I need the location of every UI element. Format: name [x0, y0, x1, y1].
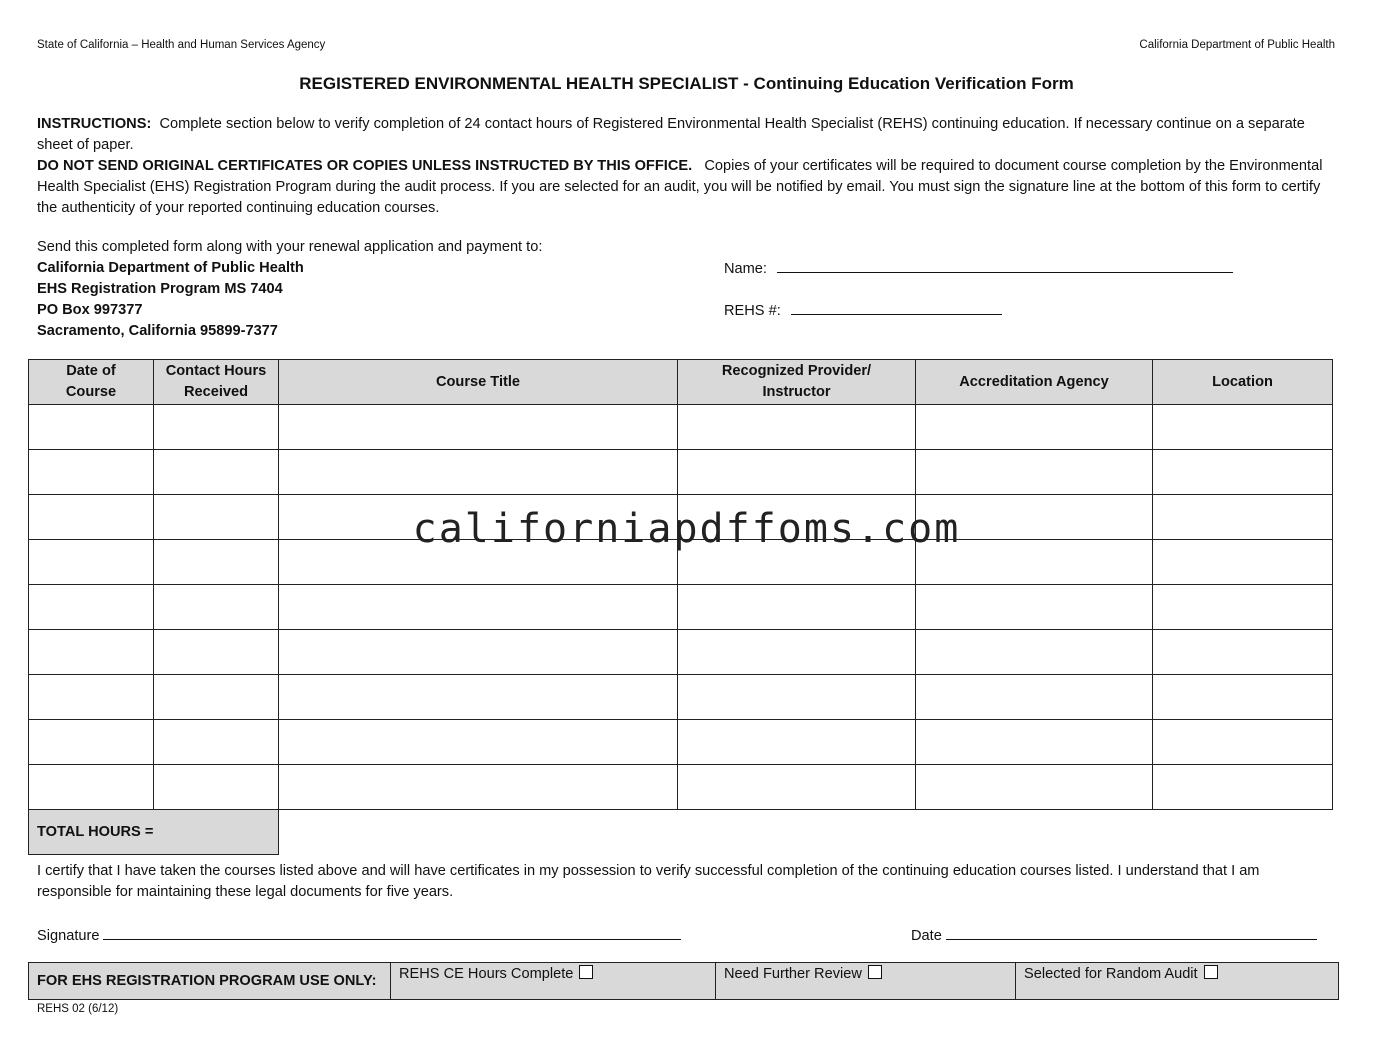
- table-row: [29, 630, 1333, 675]
- title-cell[interactable]: [279, 765, 678, 810]
- watermark-text: californiapdffoms.com: [412, 506, 961, 552]
- random-audit-label: Selected for Random Audit: [1024, 966, 1198, 982]
- rehs-label: REHS #:: [724, 303, 781, 319]
- title-cell[interactable]: [279, 630, 678, 675]
- course-table: [28, 359, 1333, 855]
- instructions-text: Complete section below to verify completion of 24 contact hours of Registered Environmental Health Specialist (REHS) continuing education. If necessary continue on a separate sheet of paper.: [37, 116, 1305, 153]
- agency-cell[interactable]: [916, 450, 1153, 495]
- random-audit-checkbox[interactable]: [1204, 965, 1218, 979]
- date-cell[interactable]: [29, 720, 154, 765]
- ce-hours-complete-option[interactable]: [391, 963, 716, 999]
- mailing-intro: Send this completed form along with your renewal application and payment to:: [37, 239, 543, 255]
- date-cell[interactable]: [29, 585, 154, 630]
- rehs-number-field[interactable]: [724, 300, 1002, 319]
- title-cell[interactable]: [279, 405, 678, 450]
- location-cell[interactable]: [1153, 720, 1333, 765]
- hours-cell[interactable]: [154, 675, 279, 720]
- agency-cell[interactable]: [916, 765, 1153, 810]
- title-cell[interactable]: [279, 585, 678, 630]
- address-line-2: EHS Registration Program MS 7404: [37, 281, 283, 297]
- name-label: Name:: [724, 261, 767, 277]
- agency-cell[interactable]: [916, 630, 1153, 675]
- location-cell[interactable]: [1153, 405, 1333, 450]
- col-location-header: Location: [1153, 360, 1333, 405]
- date-label: Date: [911, 928, 942, 944]
- col-date-header: Date of Course: [29, 360, 154, 405]
- provider-cell[interactable]: [678, 585, 916, 630]
- hours-cell[interactable]: [154, 765, 279, 810]
- total-row: [29, 810, 1333, 855]
- col-hours-header: Contact Hours Received: [154, 360, 279, 405]
- table-row: [29, 405, 1333, 450]
- ce-hours-complete-label: REHS CE Hours Complete: [399, 966, 574, 982]
- location-cell[interactable]: [1153, 630, 1333, 675]
- provider-cell[interactable]: [678, 450, 916, 495]
- address-line-1: California Department of Public Health: [37, 260, 304, 276]
- hours-cell[interactable]: [154, 405, 279, 450]
- instructions-label: INSTRUCTIONS:: [37, 116, 152, 132]
- hours-cell[interactable]: [154, 585, 279, 630]
- date-cell[interactable]: [29, 765, 154, 810]
- title-cell[interactable]: [279, 450, 678, 495]
- location-cell[interactable]: [1153, 450, 1333, 495]
- agency-cell[interactable]: [916, 585, 1153, 630]
- agency-header: State of California – Health and Human Services Agency: [37, 39, 326, 51]
- instructions-warning: DO NOT SEND ORIGINAL CERTIFICATES OR COPIES UNLESS INSTRUCTED BY THIS OFFICE.: [37, 158, 693, 174]
- office-use-label: FOR EHS REGISTRATION PROGRAM USE ONLY:: [29, 963, 391, 999]
- table-row: [29, 720, 1333, 765]
- date-cell[interactable]: [29, 405, 154, 450]
- mailing-address: [37, 237, 542, 342]
- date-cell[interactable]: [29, 630, 154, 675]
- instructions-audit-text: Copies of your certificates will be required to document course completion by the Environmental Health Specialist (EHS) Registration Program during the audit process. If you are selected for an audit, you will be notified by email. You must sign the signature line at the bottom of this form to certify the authenticity of your reported continuing education courses.: [37, 158, 1323, 216]
- provider-cell[interactable]: [678, 630, 916, 675]
- location-cell[interactable]: [1153, 585, 1333, 630]
- signature-line[interactable]: [103, 925, 681, 940]
- hours-cell[interactable]: [154, 450, 279, 495]
- ce-hours-complete-checkbox[interactable]: [579, 965, 593, 979]
- certification-statement: I certify that I have taken the courses listed above and will have certificates in my possession to verify successful completion of the continuing education courses listed. I understand that I am responsible for maintaining these legal documents for five years.: [37, 863, 1260, 900]
- title-cell[interactable]: [279, 720, 678, 765]
- hours-cell[interactable]: [154, 720, 279, 765]
- provider-cell[interactable]: [678, 405, 916, 450]
- department-header: California Department of Public Health: [1139, 39, 1335, 51]
- table-row: [29, 675, 1333, 720]
- date-line[interactable]: [946, 925, 1317, 940]
- col-agency-header: Accreditation Agency: [916, 360, 1153, 405]
- signature-field[interactable]: [37, 925, 681, 944]
- random-audit-option[interactable]: [1016, 963, 1338, 999]
- provider-cell[interactable]: [678, 720, 916, 765]
- title-cell[interactable]: [279, 675, 678, 720]
- col-provider-header: Recognized Provider/ Instructor: [678, 360, 916, 405]
- instructions-block: [37, 114, 1337, 219]
- agency-cell[interactable]: [916, 405, 1153, 450]
- total-row-spacer: [279, 810, 1333, 855]
- date-field[interactable]: [911, 925, 1317, 944]
- table-header-row: [29, 360, 1333, 405]
- table-row: [29, 765, 1333, 810]
- address-line-4: Sacramento, California 95899-7377: [37, 323, 278, 339]
- col-title-header: Course Title: [279, 360, 678, 405]
- signature-label: Signature: [37, 928, 100, 944]
- location-cell[interactable]: [1153, 765, 1333, 810]
- name-field[interactable]: [724, 258, 1233, 277]
- total-hours-cell[interactable]: TOTAL HOURS =: [29, 810, 279, 855]
- table-row: [29, 450, 1333, 495]
- rehs-input-line[interactable]: [791, 300, 1002, 315]
- form-number: REHS 02 (6/12): [37, 1003, 119, 1015]
- location-cell[interactable]: [1153, 675, 1333, 720]
- office-use-box: [28, 962, 1339, 1000]
- hours-cell[interactable]: [154, 630, 279, 675]
- date-cell[interactable]: [29, 450, 154, 495]
- provider-cell[interactable]: [678, 675, 916, 720]
- address-line-3: PO Box 997377: [37, 302, 143, 318]
- provider-cell[interactable]: [678, 765, 916, 810]
- need-further-review-label: Need Further Review: [724, 966, 862, 982]
- name-input-line[interactable]: [777, 258, 1233, 273]
- form-title: REGISTERED ENVIRONMENTAL HEALTH SPECIALIST - Continuing Education Verification Form: [299, 74, 1074, 93]
- agency-cell[interactable]: [916, 720, 1153, 765]
- table-row: [29, 585, 1333, 630]
- agency-cell[interactable]: [916, 675, 1153, 720]
- date-cell[interactable]: [29, 675, 154, 720]
- need-further-review-checkbox[interactable]: [868, 965, 882, 979]
- need-further-review-option[interactable]: [716, 963, 1016, 999]
